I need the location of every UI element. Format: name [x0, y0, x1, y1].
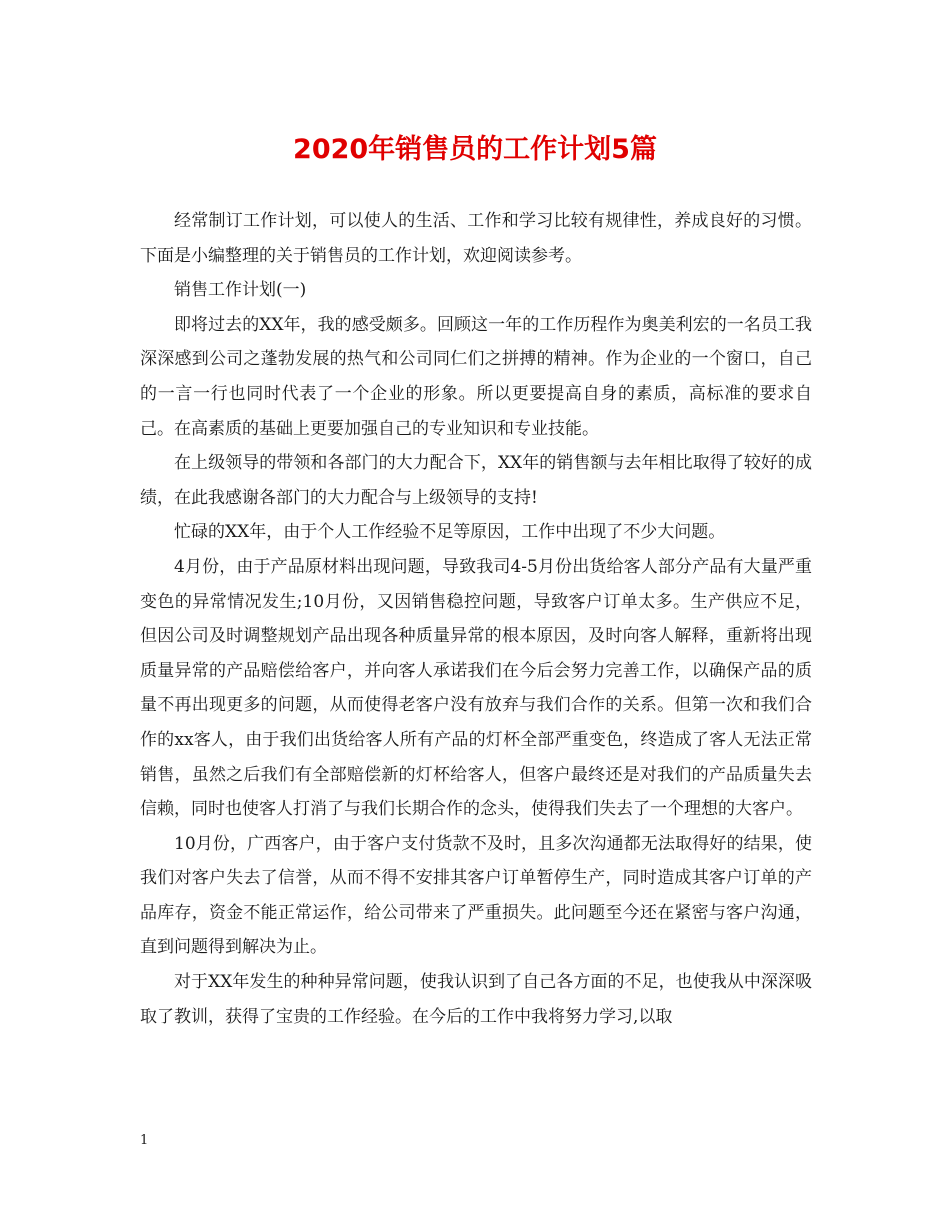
paragraph-intro: 经常制订工作计划，可以使人的生活、工作和学习比较有规律性，养成良好的习惯。下面是小编整理的关于销售员的工作计划，欢迎阅读参考。 [140, 211, 812, 266]
paragraph: 4月份，由于产品原材料出现问题，导致我司4-5月份出货给客人部分产品有大量严重变色的异常情况发生;10月份，又因销售稳控问题，导致客户订单太多。生产供应不足，但因公司及时调整规划产品出现各种质量异常的根本原因，及时向客人解释，重新将出现质量异常的产品赔偿给客户，并向客人承诺我们在今后会努力完善工作，以确保产品的质量不再出现更多的问题，从而使得老客户没有放弃与我们合作的关系。但第一次和我们合作的xx客人，由于我们出货给客人所有产品的灯杯全部严重变色，终造成了客人无法正常销售，虽然之后我们有全部赔偿新的灯杯给客人，但客户最终还是对我们的产品质量失去信赖，同时也使客人打消了与我们长期合作的念头，使得我们失去了一个理想的大客户。 [140, 556, 812, 820]
document-title: 2020年销售员的工作计划5篇 [293, 134, 657, 165]
page-number: 1 [140, 1133, 149, 1148]
paragraph: 在上级领导的带领和各部门的大力配合下，XX年的销售额与去年相比取得了较好的成绩，在此我感谢各部门的大力配合与上级领导的支持! [140, 453, 812, 508]
paragraph: 即将过去的XX年，我的感受颇多。回顾这一年的工作历程作为奥美利宏的一名员工我深深感到公司之蓬勃发展的热气和公司同仁们之拼搏的精神。作为企业的一个窗口，自己的一言一行也同时代表了一个企业的形象。所以更要提高自身的素质，高标准的要求自己。在高素质的基础上更要加强自己的专业知识和专业技能。 [140, 314, 812, 439]
paragraph: 对于XX年发生的种种异常问题，使我认识到了自己各方面的不足，也使我从中深深吸取了教训，获得了宝贵的工作经验。在今后的工作中我将努力学习,以取 [140, 972, 812, 1027]
section-heading: 销售工作计划(一) [174, 280, 307, 301]
paragraph: 忙碌的XX年，由于个人工作经验不足等原因，工作中出现了不少大问题。 [174, 522, 726, 543]
document-body [140, 204, 812, 1034]
paragraph: 10月份，广西客户，由于客户支付货款不及时，且多次沟通都无法取得好的结果，使我们对客户失去了信誉，从而不得不安排其客户订单暂停生产，同时造成其客户订单的产品库存，资金不能正常运作，给公司带来了严重损失。此问题至今还在紧密与客户沟通，直到问题得到解决为止。 [140, 833, 812, 958]
